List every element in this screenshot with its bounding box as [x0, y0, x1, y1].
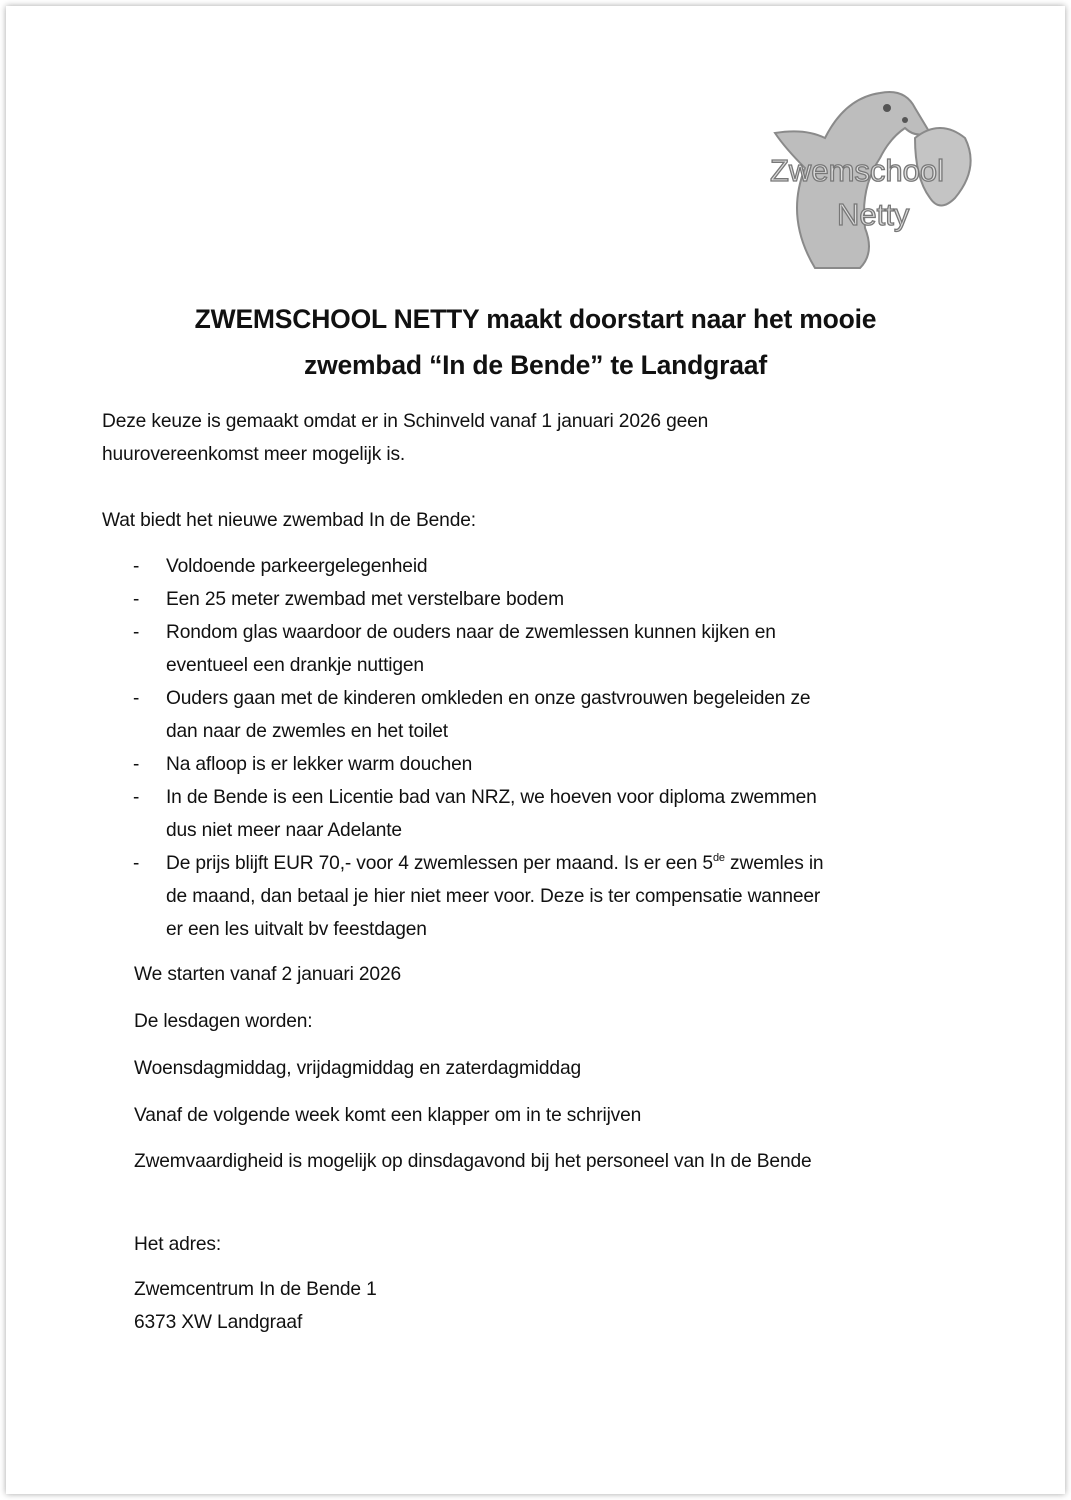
list-item-line: Een 25 meter zwembad met verstelbare bodem: [166, 589, 564, 610]
list-bullet: -: [133, 556, 140, 577]
title-line-1: ZWEMSCHOOL NETTY maakt doorstart naar het mooie: [194, 304, 877, 334]
intro-line-1: Deze keuze is gemaakt omdat er in Schinveld vanaf 1 januari 2026 geen: [102, 411, 709, 432]
list-item-line: In de Bende is een Licentie bad van NRZ, we hoeven voor diploma zwemmen: [166, 787, 817, 808]
list-item-text: De prijs blijft EUR 70,- voor 4 zwemlessen per maand. Is er een 5: [166, 853, 713, 874]
list-bullet: -: [133, 853, 140, 874]
list-heading: Wat biedt het nieuwe zwembad In de Bende:: [102, 510, 476, 531]
list-item-line: de maand, dan betaal je hier niet meer voor. Deze is ter compensatie wanneer: [166, 886, 821, 907]
list-item-line: dan naar de zwemles en het toilet: [166, 721, 448, 742]
list-item-line: Ouders gaan met de kinderen omkleden en onze gastvrouwen begeleiden ze: [166, 688, 811, 709]
list-bullet: -: [133, 688, 140, 709]
zwemschool-netty-logo: [765, 78, 990, 278]
svg-text:Zwemschool: Zwemschool: [770, 153, 944, 188]
list-item-line: eventueel een drankje nuttigen: [166, 655, 424, 676]
superscript: de: [712, 852, 725, 864]
list-bullet: -: [133, 589, 140, 610]
list-item-line: er een les uitvalt bv feestdagen: [166, 919, 427, 940]
address-line-2: 6373 XW Landgraaf: [134, 1312, 303, 1333]
list-item-text: zwemles in: [724, 853, 824, 874]
list-bullet: -: [133, 754, 140, 775]
list-item-line: Na afloop is er lekker warm douchen: [166, 754, 473, 775]
title-line-2: zwembad “In de Bende” te Landgraaf: [304, 350, 767, 380]
lesdagen-label: De lesdagen worden:: [134, 1011, 313, 1032]
intro-line-2: huurovereenkomst meer mogelijk is.: [102, 444, 406, 465]
list-bullet: -: [133, 787, 140, 808]
list-item-line: [166, 847, 823, 880]
address-line-1: Zwemcentrum In de Bende 1: [134, 1279, 377, 1300]
address-label: Het adres:: [134, 1234, 222, 1255]
list-bullet: -: [133, 622, 140, 643]
start-date: We starten vanaf 2 januari 2026: [134, 964, 401, 985]
list-item-line: Voldoende parkeergelegenheid: [166, 556, 428, 577]
zwemvaardigheid-note: Zwemvaardigheid is mogelijk op dinsdagavond bij het personeel van In de Bende: [134, 1151, 812, 1172]
list-item-line: Rondom glas waardoor de ouders naar de zwemlessen kunnen kijken en: [166, 622, 776, 643]
lesdagen-value: Woensdagmiddag, vrijdagmiddag en zaterdagmiddag: [134, 1058, 581, 1079]
inschrijven-note: Vanaf de volgende week komt een klapper om in te schrijven: [134, 1105, 642, 1126]
list-item-line: dus niet meer naar Adelante: [166, 820, 402, 841]
svg-text:Netty: Netty: [837, 197, 910, 232]
